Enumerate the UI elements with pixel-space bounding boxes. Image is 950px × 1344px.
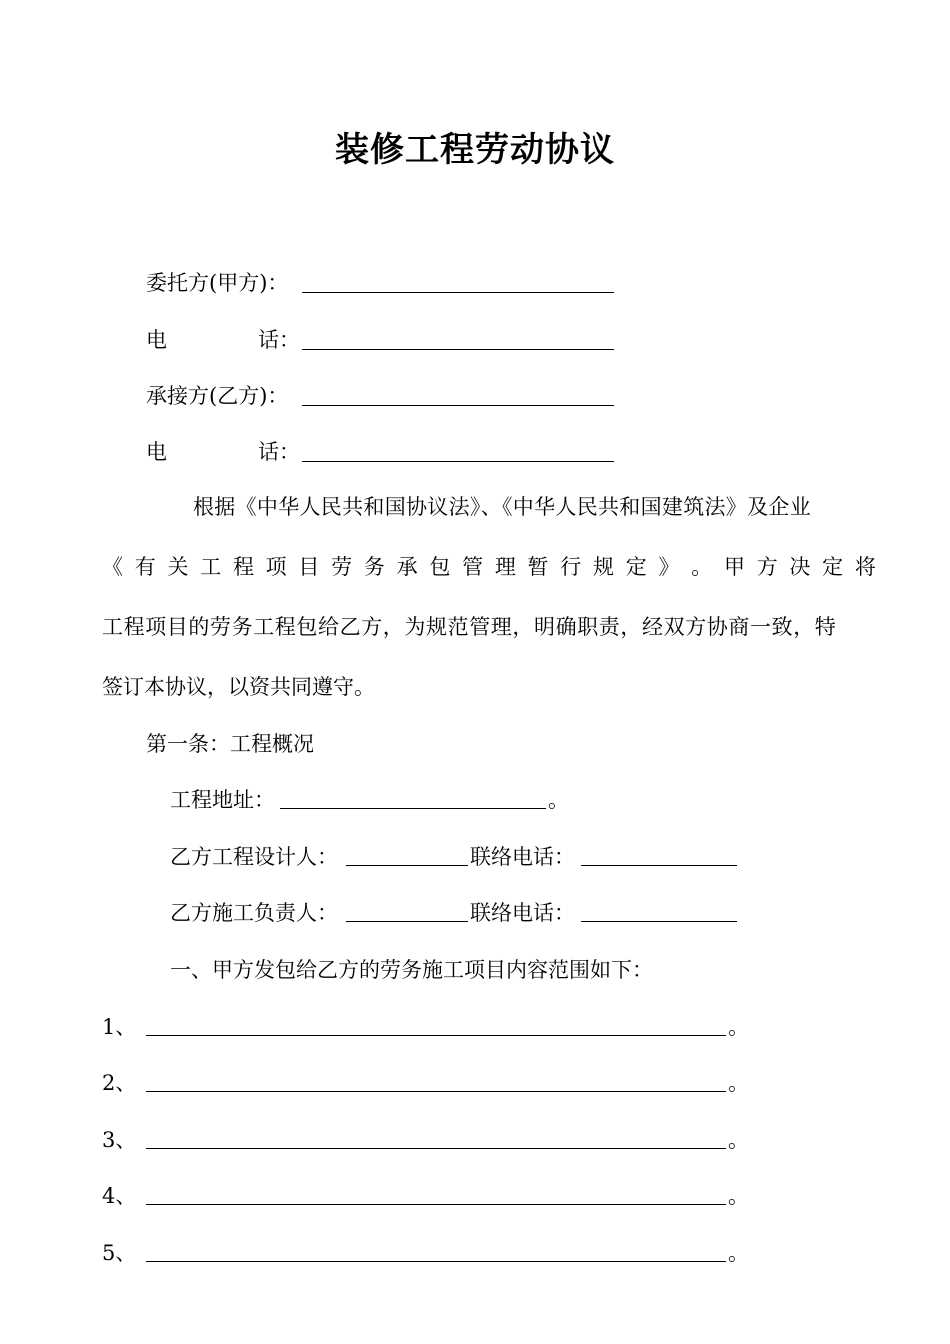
scope-item-4-blank[interactable]: [146, 1204, 726, 1205]
scope-heading: 一、甲方发包给乙方的劳务施工项目内容范围如下：: [170, 958, 653, 982]
manager-label: 乙方施工负责人：: [170, 901, 338, 925]
intro-line-2-char: 有: [134, 555, 156, 579]
intro-line-2-char: 。: [691, 555, 713, 579]
scope-item-5-end: 。: [728, 1241, 749, 1265]
scope-item-2-number: 2、: [102, 1071, 137, 1095]
intro-line-2-char: 方: [756, 555, 778, 579]
client-phone-label-a: 电: [146, 328, 167, 352]
article-1-heading: 第一条：工程概况: [146, 732, 314, 756]
designer-phone-blank[interactable]: [581, 865, 737, 866]
intro-line-2-char: 将: [854, 555, 876, 579]
contractor-label: 承接方(乙方)：: [146, 384, 289, 408]
scope-item-1-number: 1、: [102, 1015, 137, 1039]
intro-line-2: [102, 552, 876, 582]
scope-item-5-number: 5、: [102, 1241, 137, 1265]
intro-line-2-char: 理: [494, 555, 516, 579]
contractor-phone-label-a: 电: [146, 440, 167, 464]
intro-line-2-char: 规: [593, 555, 615, 579]
client-phone-blank[interactable]: [302, 349, 614, 350]
document-title: 装修工程劳动协议: [335, 130, 615, 170]
scope-item-3-end: 。: [728, 1128, 749, 1152]
intro-line-2-char: 行: [560, 555, 582, 579]
intro-line-2-char: 《: [102, 555, 123, 579]
intro-line-2-char: 务: [363, 555, 385, 579]
intro-line-4: 签订本协议，以资共同遵守。: [102, 675, 375, 699]
scope-item-2-blank[interactable]: [146, 1091, 726, 1092]
designer-label: 乙方工程设计人：: [170, 845, 338, 869]
manager-blank[interactable]: [346, 921, 468, 922]
intro-line-2-char: 包: [429, 555, 451, 579]
intro-line-2-char: 管: [462, 555, 484, 579]
scope-item-1-end: 。: [728, 1015, 749, 1039]
scope-item-3-blank[interactable]: [146, 1148, 726, 1149]
client-phone-label-b: 话：: [258, 328, 300, 352]
intro-line-2-char: 承: [396, 555, 418, 579]
contractor-phone-blank[interactable]: [302, 461, 614, 462]
scope-item-2-end: 。: [728, 1071, 749, 1095]
client-label: 委托方(甲方)：: [146, 271, 289, 295]
scope-item-3-number: 3、: [102, 1128, 137, 1152]
contractor-phone-label-b: 话：: [258, 440, 300, 464]
designer-blank[interactable]: [346, 865, 468, 866]
designer-phone-label: 联络电话：: [470, 845, 575, 869]
intro-line-1: 根据《中华人民共和国协议法》、《中华人民共和国建筑法》及企业: [193, 495, 811, 519]
scope-item-4-number: 4、: [102, 1184, 137, 1208]
manager-phone-blank[interactable]: [581, 921, 737, 922]
scope-item-4-end: 。: [728, 1184, 749, 1208]
intro-line-2-char: 程: [232, 555, 254, 579]
intro-line-2-char: 甲: [723, 555, 745, 579]
intro-line-2-char: 目: [298, 555, 320, 579]
scope-item-5-blank[interactable]: [146, 1261, 726, 1262]
intro-line-2-char: 暂: [527, 555, 549, 579]
intro-line-2-char: 定: [625, 555, 647, 579]
intro-line-2-char: 劳: [331, 555, 353, 579]
address-label: 工程地址：: [170, 788, 275, 812]
intro-line-2-char: 工: [200, 555, 222, 579]
client-name-blank[interactable]: [302, 292, 614, 293]
manager-phone-label: 联络电话：: [470, 901, 575, 925]
contractor-name-blank[interactable]: [302, 405, 614, 406]
intro-line-3: 工程项目的劳务工程包给乙方，为规范管理，明确职责，经双方协商一致，特: [102, 615, 837, 639]
intro-line-2-char: 》: [658, 555, 680, 579]
intro-line-2-char: 项: [265, 555, 287, 579]
intro-line-2-char: 定: [822, 555, 844, 579]
intro-line-2-char: 关: [167, 555, 189, 579]
address-end: 。: [548, 788, 569, 812]
intro-line-2-char: 决: [789, 555, 811, 579]
address-blank[interactable]: [280, 808, 546, 809]
scope-item-1-blank[interactable]: [146, 1035, 726, 1036]
